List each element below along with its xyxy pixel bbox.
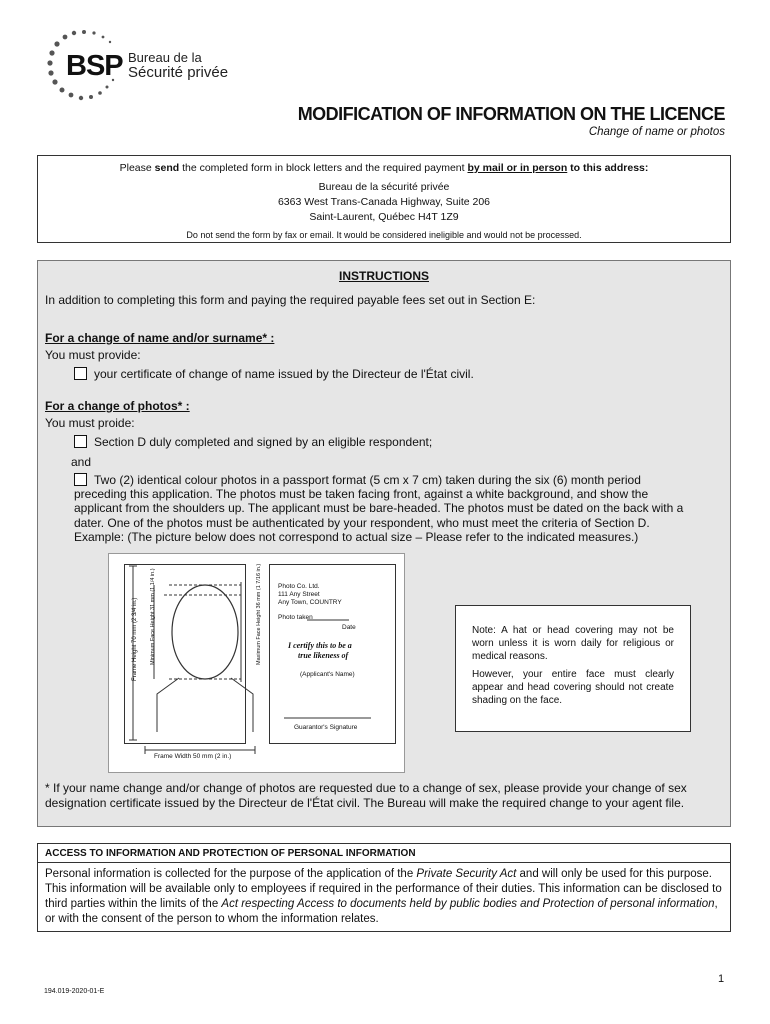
photos-item: Two (2) identical colour photos in a passport format (5 cm x 7 cm) taken during the six (6) month period (74, 473, 641, 487)
photo-frame (124, 564, 246, 744)
head-covering-note (455, 605, 691, 732)
logo-mark: BSP (66, 50, 123, 82)
page-number: 1 (718, 973, 725, 985)
page-title: MODIFICATION OF INFORMATION ON THE LICENCE (297, 104, 725, 124)
fax-email-notice: Do not send the form by fax or email. It would be considered ineligible and would not be processed. (186, 230, 582, 240)
address-line-1: Bureau de la sécurité privée (318, 181, 450, 193)
note-paragraph-2: However, your entire face must clearly appear and head covering should not create shading on the face. (472, 669, 674, 706)
instructions-heading: INSTRUCTIONS (339, 269, 429, 283)
section-d-item: Section D duly completed and signed by an eligible respondent; (74, 435, 432, 449)
footnote-line-2: designation certificate issued by the Directeur de l'État civil. The Bureau will make the required change to your agent file. (45, 796, 685, 810)
section-d-checkbox[interactable] (74, 435, 87, 448)
name-certificate-item: your certificate of change of name issued by the Directeur de l'État civil. (74, 367, 474, 381)
photos-item-line-2: preceding this application. The photos must be taken facing front, against a white background, and show the (74, 487, 649, 501)
privacy-heading: ACCESS TO INFORMATION AND PROTECTION OF PERSONAL INFORMATION (38, 844, 730, 863)
photos-item-line-3: applicant from the shoulders up. The applicant must be bare-headed. The photos must be dated on the back with a (74, 501, 684, 515)
photos-item-line-5: Example: (The picture below does not correspond to actual size – Please refer to the indicated measures.) (74, 530, 639, 544)
and-text: and (71, 455, 92, 469)
instructions-intro: In addition to completing this form and paying the required payable fees set out in Section E: (45, 293, 536, 307)
max-face-label: Maximum Face Height 36 mm (1 7/16 in.) (256, 563, 262, 665)
privacy-text: Personal information is collected for the purpose of the application of the Private Security Act and will only be used for this purpose. This information will be available only to employees if required in the performance of their duties. This information can be disclosed to third parties within the limits of the Act respecting Access to documents held by public bodies and Protection of personal information, or with the consent of the person to whom the information relates. (45, 868, 722, 925)
frame-height-label: Frame Height 70 mm (2 3/4 in.) (132, 597, 138, 681)
page-subtitle: Change of name or photos (588, 126, 725, 138)
photo-back-card: Photo Co. Ltd. 111 Any Street Any Town, COUNTRY Photo taken Date I certify this to be a true likeness of (Applicant's Name) Guarantor's Signature (269, 564, 396, 744)
min-face-label: Minimum Face Height 31 mm (1 1/4 in.) (150, 568, 156, 665)
photos-item-line-4: dater. One of the photos must be authenticated by your respondent, who must meet the criteria of Section D. (74, 516, 650, 530)
form-code: 194.019-2020-01-E (44, 988, 105, 995)
logo-line-1: Bureau de la (128, 50, 202, 65)
note-paragraph-1: Note: A hat or head covering may not be worn unless it is worn daily for religious or medical reasons. (472, 625, 674, 662)
photos-checkbox[interactable] (74, 473, 87, 486)
frame-width-label: Frame Width 50 mm (2 in.) (154, 753, 232, 760)
address-line-3: Saint-Laurent, Québec H4T 1Z9 (309, 211, 459, 223)
send-instructions: Please send the completed form in block letters and the required payment by mail or in person to this address: (119, 162, 649, 174)
footnote-line-1: * If your name change and/or change of photos are requested due to a change of sex, please provide your change of sex (45, 781, 687, 795)
photo-change-heading: For a change of photos* : (45, 399, 190, 413)
name-change-heading: For a change of name and/or surname* : (45, 331, 275, 345)
photos-must-provide: You must proide: (45, 416, 135, 430)
name-certificate-checkbox[interactable] (74, 367, 87, 380)
mailing-address-box (37, 155, 731, 243)
bsp-logo (44, 26, 264, 106)
address-line-2: 6363 West Trans-Canada Highway, Suite 206 (277, 196, 491, 208)
passport-photo-example (108, 553, 405, 773)
privacy-section (37, 843, 731, 932)
logo-line-2: Sécurité privée (128, 64, 229, 81)
name-must-provide: You must provide: (45, 348, 141, 362)
